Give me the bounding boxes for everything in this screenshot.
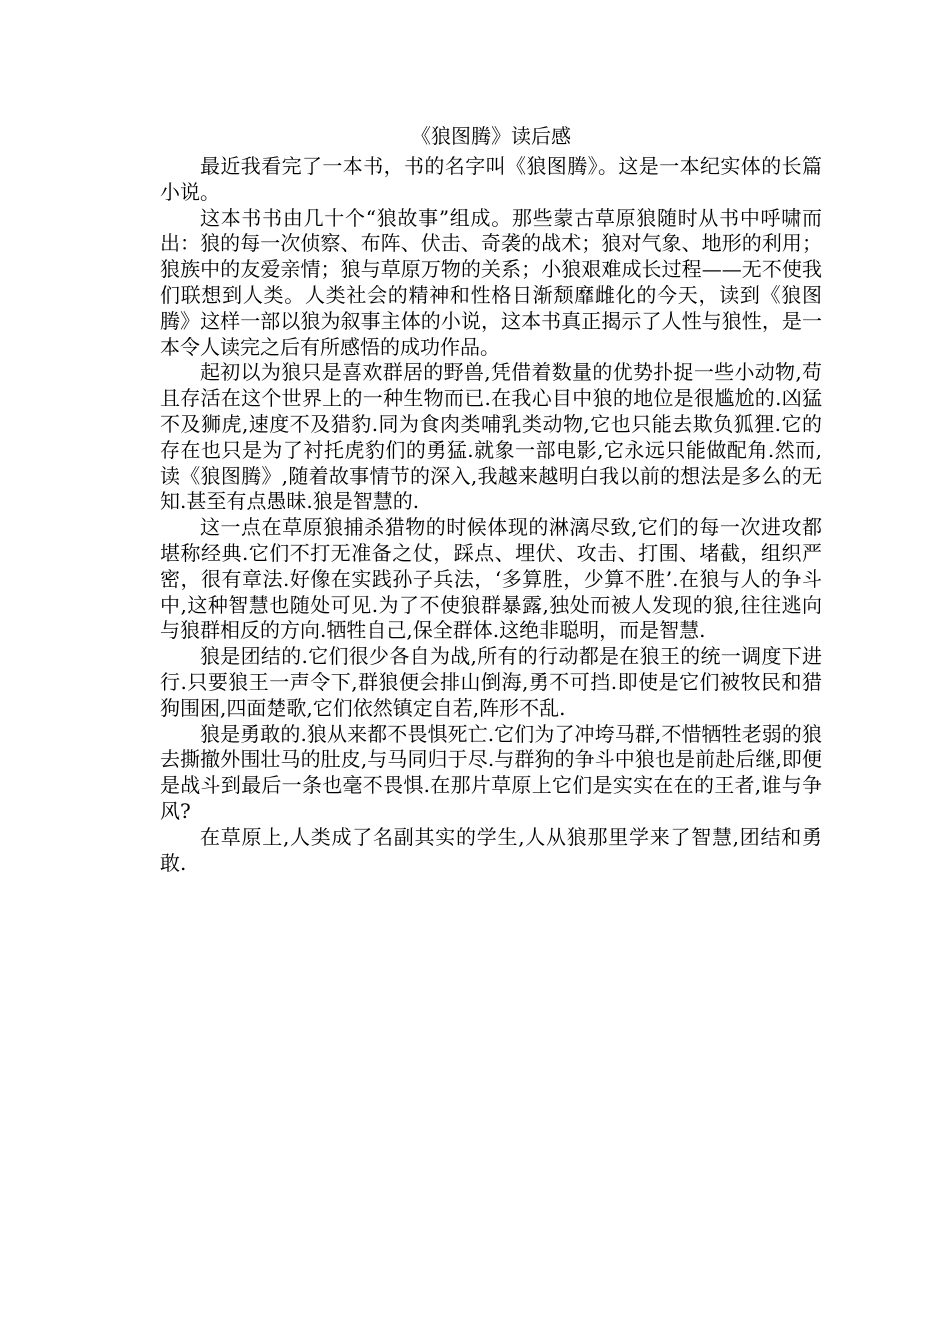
paragraph-5: 狼是团结的.它们很少各自为战,所有的行动都是在狼王的统一调度下进行.只要狼王一声令下,群狼便会排山倒海,勇不可挡.即使是它们被牧民和猎狗围困,四面楚歌,它们依然镇定自若,阵形不乱.: [160, 644, 822, 720]
document-title: 《狼图腾》读后感: [411, 124, 571, 148]
document-body: [160, 118, 822, 876]
paragraph-2: 这本书书由几十个“狼故事”组成。那些蒙古草原狼随时从书中呼啸而出：狼的每一次侦察、布阵、伏击、奇袭的战术；狼对气象、地形的利用；狼族中的友爱亲情；狼与草原万物的关系；小狼艰难成长过程——无不使我们联想到人类。人类社会的精神和性格日渐颓靡雌化的今天，读到《狼图腾》这样一部以狼为叙事主体的小说，这本书真正揭示了人性与狼性，是一本令人读完之后有所感悟的成功作品。: [160, 205, 822, 359]
paragraph-7: 在草原上,人类成了名副其实的学生,人从狼那里学来了智慧,团结和勇敢.: [160, 824, 822, 875]
paragraph-3: 起初以为狼只是喜欢群居的野兽,凭借着数量的优势扑捉一些小动物,苟且存活在这个世界上的一种生物而已.在我心目中狼的地位是很尴尬的.凶猛不及狮虎,速度不及猎豹.同为食肉类哺乳类动物,它也只能去欺负狐狸.它的存在也只是为了衬托虎豹们的勇猛.就象一部电影,它永远只能做配角.然而,读《狼图腾》,随着故事情节的深入,我越来越明白我以前的想法是多么的无知.甚至有点愚昧.狼是智慧的.: [160, 360, 822, 514]
paragraph-6: 狼是勇敢的.狼从来都不畏惧死亡.它们为了冲垮马群,不惜牺牲老弱的狼去撕撤外围壮马的肚皮,与马同归于尽.与群狗的争斗中狼也是前赴后继,即便是战斗到最后一条也毫不畏惧.在那片草原上它们是实实在在的王者,谁与争风?: [160, 721, 822, 823]
paragraph-1: 最近我看完了一本书，书的名字叫《狼图腾》。这是一本纪实体的长篇小说。: [160, 154, 822, 204]
paragraph-4: 这一点在草原狼捕杀猎物的时候体现的淋漓尽致,它们的每一次进攻都堪称经典.它们不打无准备之仗，踩点、埋伏、攻击、打围、堵截，组织严密，很有章法.好像在实践孙子兵法，‘多算胜，少算不胜’.在狼与人的争斗中,这种智慧也随处可见.为了不使狼群暴露,独处而被人发现的狼,往往逃向与狼群相反的方向.牺牲自己,保全群体.这绝非聪明，而是智慧.: [160, 515, 822, 643]
